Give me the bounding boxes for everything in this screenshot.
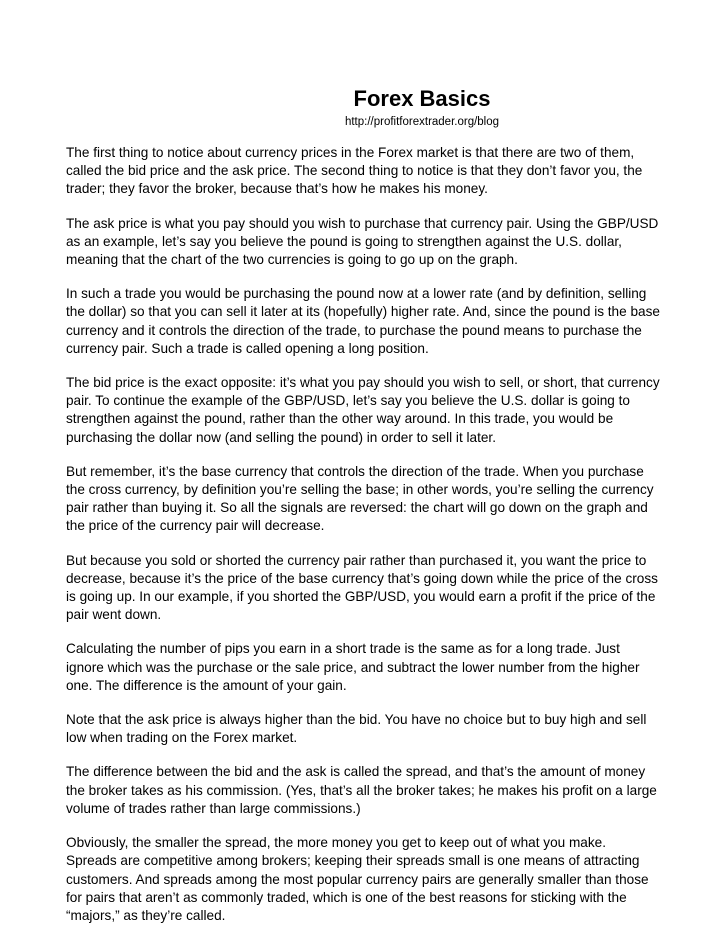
document-page <box>66 84 660 941</box>
paragraph: The ask price is what you pay should you wish to purchase that currency pair. Using the GBP/USD as an example, let’s say you believe the pound is going to strengthen against the U.S. dollar, meaning that the chart of the two currencies is going to go up on the graph. <box>66 215 659 268</box>
paragraph: Calculating the number of pips you earn in a short trade is the same as for a long trade. Just ignore which was the purchase or the sale price, and subtract the lower number from the higher one. The difference is the amount of your gain. <box>66 641 640 693</box>
document-title: Forex Basics <box>353 86 491 111</box>
paragraph: The first thing to notice about currency prices in the Forex market is that there are two of them, called the bid price and the ask price. The second thing to notice is that they don’t favor you, the trader; they favor the broker, because that’s how he makes his money. <box>66 145 643 197</box>
paragraph: But because you sold or shorted the currency pair rather than purchased it, you want the price to decrease, because it’s the price of the base currency that’s going down while the price of the cross is going up. In our example, if you shorted the GBP/USD, you would earn a profit if the price of the pair went down. <box>66 552 658 623</box>
paragraph: The difference between the bid and the ask is called the spread, and that’s the amount of money the broker takes as his commission. (Yes, that’s all the broker takes; he makes his profit on a large volume of trades rather than large commissions.) <box>66 764 657 816</box>
paragraph: Obviously, the smaller the spread, the more money you get to keep out of what you make. Spreads are competitive among brokers; keeping their spreads small is one means of attracting customers. And spreads among the most popular currency pairs are generally smaller than those for pairs that aren’t as commonly traded, which is one of the best reasons for sticking with the “majors,” as they’re called. <box>66 835 649 923</box>
document-body <box>66 144 660 925</box>
paragraph: The bid price is the exact opposite: it’s what you pay should you wish to sell, or short, that currency pair. To continue the example of the GBP/USD, let’s say you believe the U.S. dollar is going to strengthen against the pound, rather than the other way around. In this trade, you would be purchasing the dollar now (and selling the pound) in order to sell it later. <box>66 375 660 445</box>
document-url: http://profitforextrader.org/blog <box>344 116 500 128</box>
paragraph: Note that the ask price is always higher than the bid. You have no choice but to buy high and sell low when trading on the Forex market. <box>66 712 647 746</box>
paragraph: But remember, it’s the base currency that controls the direction of the trade. When you purchase the cross currency, by definition you’re selling the base; in other words, you’re selling the currency pair rather than buying it. So all the signals are reversed: the chart will go down on the graph and the price of the currency pair will decrease. <box>66 463 654 534</box>
paragraph: In such a trade you would be purchasing the pound now at a lower rate (and by definition, selling the dollar) so that you can sell it later at its (hopefully) higher rate. And, since the pound is the base currency and it controls the direction of the trade, to purchase the pound means to purchase the currency pair. Such a trade is called opening a long position. <box>66 286 660 356</box>
document-header <box>184 84 660 130</box>
